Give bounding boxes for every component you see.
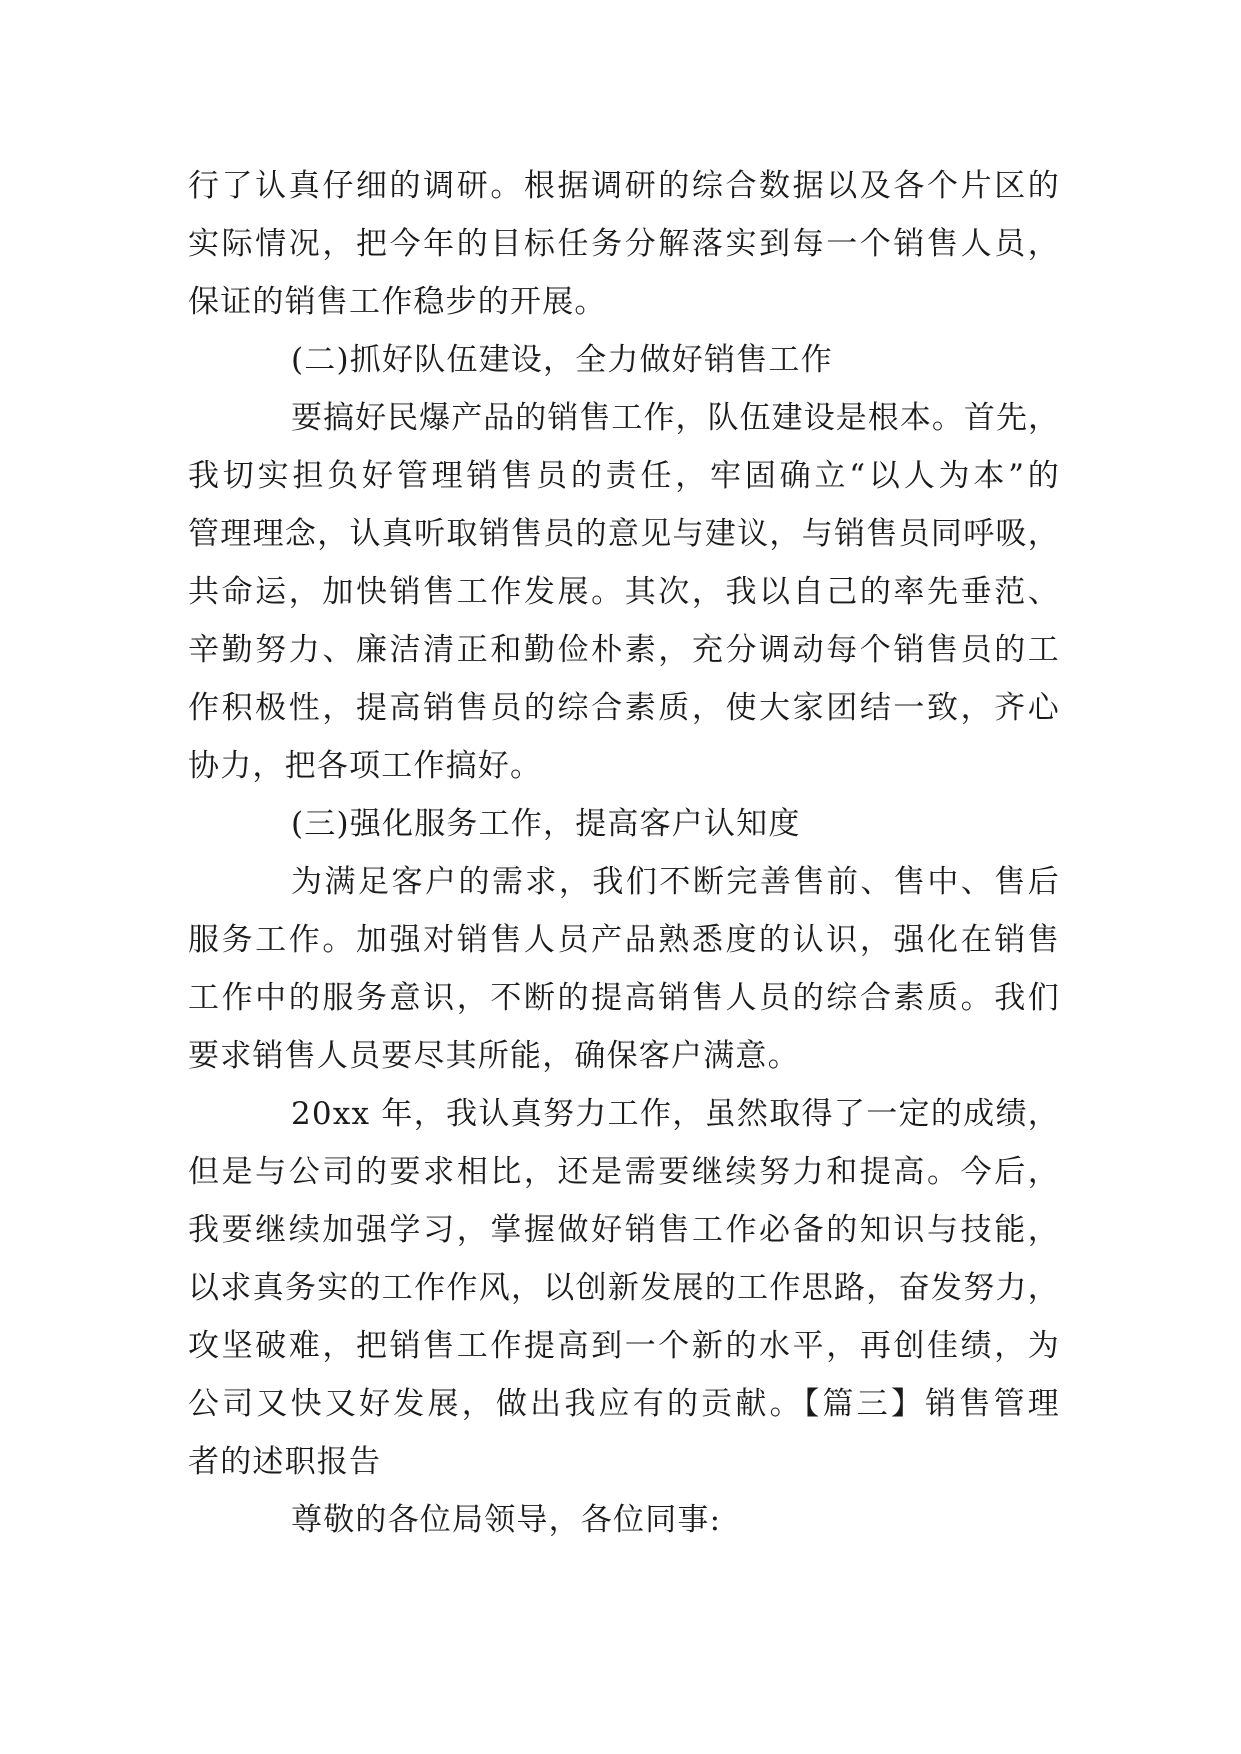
text-line: 保证的销售工作稳步的开展。 [188,284,607,320]
text-line: 管理理念，认真听取销售员的意见与建议，与销售员同呼吸， [188,516,1060,552]
text-line: 工作中的服务意识，不断的提高销售人员的综合素质。我们 [188,980,1060,1016]
text-line: 公司又快又好发展，做出我应有的贡献。【篇三】销售管理 [188,1386,1060,1422]
text-line: 20xx 年，我认真努力工作，虽然取得了一定的成绩， [291,1096,1060,1132]
section-heading: (三)强化服务工作，提高客户认知度 [291,806,801,842]
text-line: 实际情况，把今年的目标任务分解落实到每一个销售人员， [188,226,1060,262]
text-line: 辛勤努力、廉洁清正和勤俭朴素，充分调动每个销售员的工 [188,632,1060,668]
text-line: 服务工作。加强对销售人员产品熟悉度的认识，强化在销售 [188,922,1060,958]
text-line: 以求真务实的工作作风，以创新发展的工作思路，奋发努力， [188,1270,1060,1306]
text-line: 者的述职报告 [188,1444,382,1480]
text-line: 为满足客户的需求，我们不断完善售前、售中、售后 [291,864,1060,900]
salutation: 尊敬的各位局领导，各位同事: [291,1502,722,1538]
text-line: 共命运，加快销售工作发展。其次，我以自己的率先垂范、 [188,574,1060,610]
text-line: 行了认真仔细的调研。根据调研的综合数据以及各个片区的 [188,168,1060,204]
text-line: 要搞好民爆产品的销售工作，队伍建设是根本。首先， [291,400,1060,436]
text-line: 要求销售人员要尽其所能，确保客户满意。 [188,1038,800,1074]
body-text [188,157,1060,1549]
text-line: 我要继续加强学习，掌握做好销售工作必备的知识与技能， [188,1212,1060,1248]
text-line: 我切实担负好管理销售员的责任，牢固确立“以人为本”的 [188,458,1060,494]
text-line: 攻坚破难，把销售工作提高到一个新的水平，再创佳绩，为 [188,1328,1060,1364]
text-line: 作积极性，提高销售员的综合素质，使大家团结一致，齐心 [188,690,1060,726]
text-line: 但是与公司的要求相比，还是需要继续努力和提高。今后， [188,1154,1060,1190]
section-heading: (二)抓好队伍建设，全力做好销售工作 [291,342,833,378]
text-line: 协力，把各项工作搞好。 [188,748,543,784]
